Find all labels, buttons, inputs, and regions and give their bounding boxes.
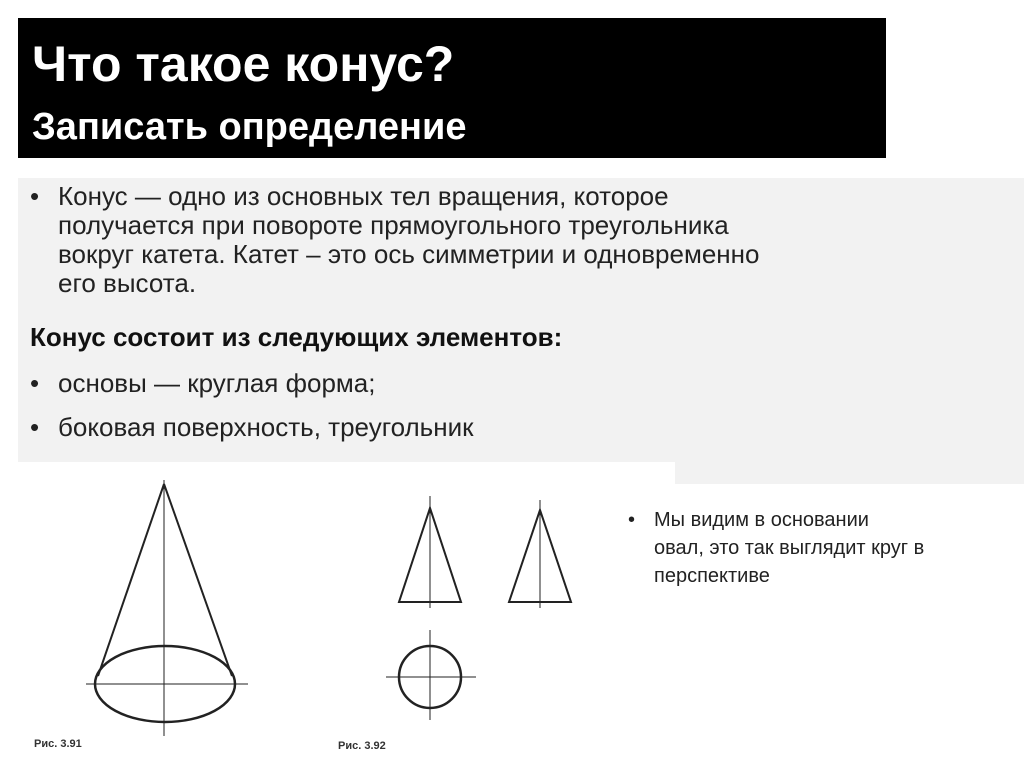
definition-line-4: его высота. [58, 268, 197, 298]
cone-projections-figure [380, 490, 600, 730]
bullet-dot: • [30, 181, 40, 211]
title-banner [18, 18, 886, 158]
note-line-3: перспективе [654, 565, 770, 587]
definition-panel-tail [675, 462, 1024, 484]
element-item-label: боковая поверхность, треугольник [58, 412, 474, 442]
bullet-dot: • [30, 368, 40, 398]
bullet-dot: • [30, 412, 40, 442]
page-subtitle: Записать определение [32, 106, 467, 148]
definition-text [58, 182, 759, 298]
element-item-base [30, 367, 375, 399]
element-item-surface [30, 411, 473, 443]
definition-line-1: Конус — одно из основных тел вращения, которое [58, 181, 669, 211]
cone-perspective-figure [70, 470, 270, 740]
definition-panel [18, 178, 1024, 462]
element-item-label: основы — круглая форма; [58, 368, 376, 398]
definition-bullet [30, 182, 1010, 298]
elements-heading: Конус состоит из следующих элементов: [30, 322, 563, 352]
note-line-1: Мы видим в основании [654, 509, 869, 531]
figure-caption-3-91: Рис. 3.91 [34, 738, 82, 750]
note-text [654, 506, 924, 590]
figure-caption-3-92: Рис. 3.92 [338, 740, 386, 752]
perspective-note [628, 506, 988, 590]
definition-line-3: вокруг катета. Катет – это ось симметрии и одновременно [58, 239, 760, 269]
definition-line-2: получается при повороте прямоугольного треугольника [58, 210, 729, 240]
note-line-2: овал, это так выглядит круг в [654, 537, 925, 559]
page-title: Что такое конус? [32, 36, 455, 92]
bullet-dot: • [628, 509, 636, 531]
